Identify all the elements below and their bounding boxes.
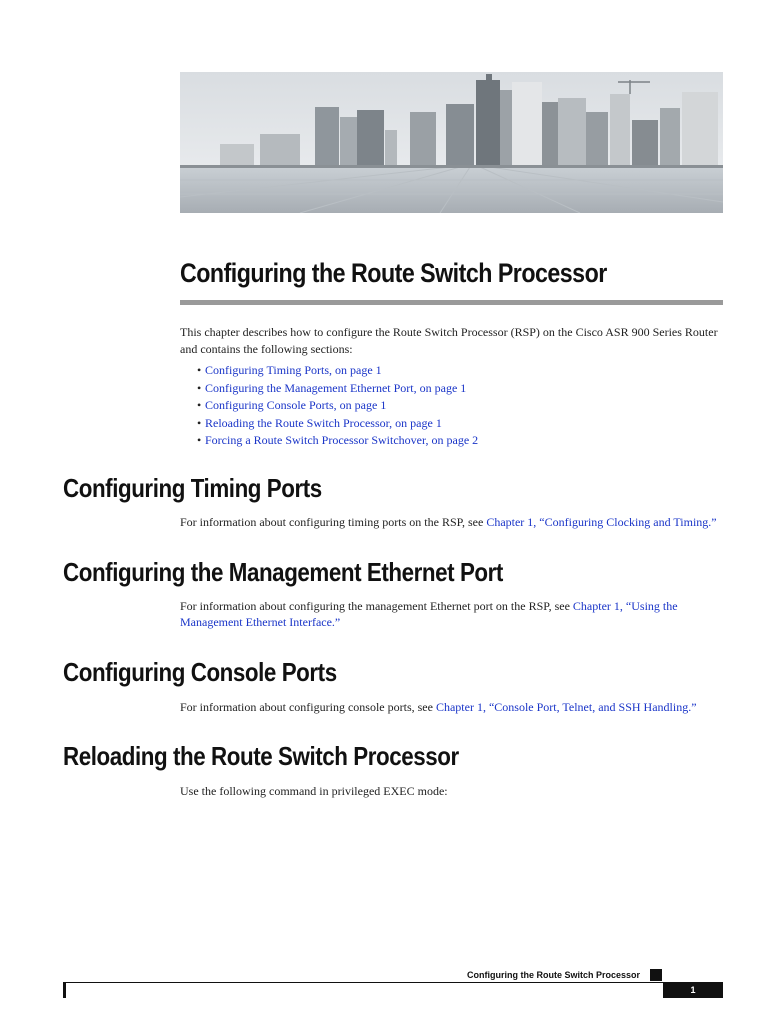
list-item <box>197 432 478 450</box>
heading-timing-ports: Configuring Timing Ports <box>63 473 322 503</box>
page-number: 1 <box>663 983 723 998</box>
city-skyline-photo <box>180 72 723 213</box>
timing-ports-text: For information about configuring timing ports on the RSP, see <box>180 515 487 529</box>
console-ports-body <box>180 699 728 715</box>
banner-image <box>180 72 723 213</box>
bullet-icon: • <box>197 415 202 430</box>
bullet-icon: • <box>197 363 202 377</box>
toc-link-switchover[interactable]: Forcing a Route Switch Processor Switchover, on page 2 <box>205 433 479 448</box>
reloading-rsp-body: Use the following command in privileged EXEC mode: <box>180 784 448 798</box>
management-ethernet-text: For information about configuring the management Ethernet port on the RSP, see <box>180 599 573 613</box>
console-chapter-link[interactable]: Chapter 1, “Console Port, Telnet, and SSH Handling.” <box>435 700 697 714</box>
list-item <box>197 380 478 398</box>
list-item <box>197 397 478 415</box>
bullet-icon: • <box>197 433 202 448</box>
timing-chapter-link[interactable]: Chapter 1, “Configuring Clocking and Timing.” <box>486 515 717 529</box>
title-rule <box>180 300 723 305</box>
footer-left-marker <box>63 983 66 998</box>
bullet-icon: • <box>197 380 202 395</box>
toc-link-reloading[interactable]: Reloading the Route Switch Processor, on page 1 <box>205 415 442 430</box>
footer-rule <box>63 982 723 983</box>
list-item <box>197 415 478 433</box>
bullet-icon: • <box>197 398 202 413</box>
toc-link-timing[interactable]: Configuring Timing Ports, on page 1 <box>205 363 382 377</box>
chapter-intro: This chapter describes how to configure the Route Switch Processor (RSP) on the Cisco ASR 900 Series Router and contains the following sections: <box>180 325 718 356</box>
list-item <box>197 362 478 380</box>
toc-link-console[interactable]: Configuring Console Ports, on page 1 <box>205 398 387 413</box>
console-ports-text: For information about configuring console ports, see <box>180 700 436 714</box>
section-list <box>197 362 478 450</box>
management-chapter-link[interactable]: Chapter 1, “Using the Management Ethernet Interface.” <box>180 599 678 629</box>
heading-reloading-rsp: Reloading the Route Switch Processor <box>63 741 459 771</box>
footer-marker <box>650 969 662 981</box>
heading-console-ports: Configuring Console Ports <box>63 657 337 687</box>
toc-link-management[interactable]: Configuring the Management Ethernet Port, on page 1 <box>205 380 467 395</box>
management-ethernet-body <box>180 598 728 630</box>
heading-management-ethernet: Configuring the Management Ethernet Port <box>63 557 503 587</box>
footer-chapter-title: Configuring the Route Switch Processor <box>466 970 640 980</box>
timing-ports-body <box>180 514 728 530</box>
chapter-title: Configuring the Route Switch Processor <box>180 258 607 288</box>
